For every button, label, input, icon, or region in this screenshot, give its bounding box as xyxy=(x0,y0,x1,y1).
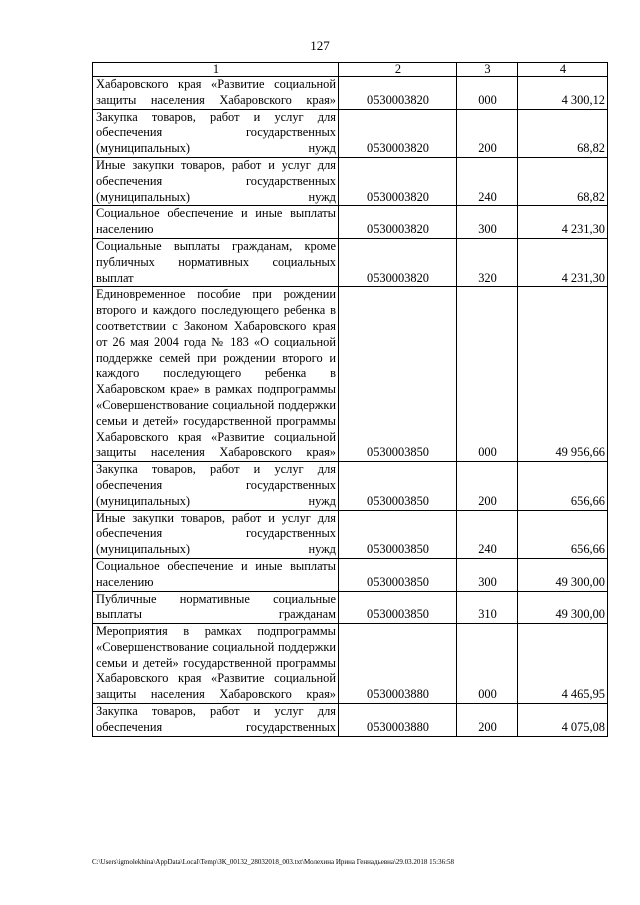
table-row xyxy=(93,77,608,110)
row-amount: 656,66 xyxy=(518,462,608,510)
row-expense-type: 200 xyxy=(457,704,518,737)
row-amount: 68,82 xyxy=(518,157,608,205)
table-row xyxy=(93,287,608,462)
row-description: Закупка товаров, работ и услуг для обеспечения государственных (муниципальных) нужд xyxy=(93,109,339,157)
row-description: Социальное обеспечение и иные выплаты населению xyxy=(93,558,339,591)
row-description: Мероприятия в рамках подпрограммы «Совершенствование социальной поддержки семьи и детей» государственной программы Хабаровского края «Развитие социальной защиты населения Хабаровского края» xyxy=(93,624,339,704)
row-target-code: 0530003880 xyxy=(339,704,457,737)
page-number: 127 xyxy=(310,38,330,53)
table-row xyxy=(93,558,608,591)
row-target-code: 0530003850 xyxy=(339,591,457,624)
row-expense-type: 300 xyxy=(457,206,518,239)
header-cell-1: 1 xyxy=(93,63,339,77)
budget-table xyxy=(92,62,608,737)
table-row xyxy=(93,157,608,205)
row-amount: 4 465,95 xyxy=(518,624,608,704)
row-expense-type: 300 xyxy=(457,558,518,591)
row-target-code: 0530003820 xyxy=(339,238,457,286)
row-description: Публичные нормативные социальные выплаты гражданам xyxy=(93,591,339,624)
row-description: Единовременное пособие при рождении второго и каждого последующего ребенка в соответствии с Законом Хабаровского края от 26 мая 2004 года № 183 «О социальной поддержке семей при рождении второго и каждого последующего ребенка в Хабаровском крае» в рамках подпрограммы «Совершенствование социальной поддержки семьи и детей» государственной программы Хабаровского края «Развитие социальной защиты населения Хабаровского края» xyxy=(93,287,339,462)
table-header-row xyxy=(93,63,608,77)
row-amount: 49 956,66 xyxy=(518,287,608,462)
table-row xyxy=(93,206,608,239)
row-description: Закупка товаров, работ и услуг для обеспечения государственных (муниципальных) нужд xyxy=(93,462,339,510)
row-description: Социальные выплаты гражданам, кроме публичных нормативных социальных выплат xyxy=(93,238,339,286)
table-row xyxy=(93,591,608,624)
header-cell-4: 4 xyxy=(518,63,608,77)
row-target-code: 0530003820 xyxy=(339,206,457,239)
row-target-code: 0530003880 xyxy=(339,624,457,704)
row-expense-type: 000 xyxy=(457,624,518,704)
row-target-code: 0530003850 xyxy=(339,287,457,462)
header-cell-2: 2 xyxy=(339,63,457,77)
row-amount: 4 300,12 xyxy=(518,77,608,110)
row-amount: 49 300,00 xyxy=(518,558,608,591)
row-amount: 68,82 xyxy=(518,109,608,157)
row-target-code: 0530003820 xyxy=(339,157,457,205)
table-row xyxy=(93,109,608,157)
row-expense-type: 200 xyxy=(457,109,518,157)
table-row xyxy=(93,462,608,510)
row-expense-type: 000 xyxy=(457,77,518,110)
header-cell-3: 3 xyxy=(457,63,518,77)
row-expense-type: 200 xyxy=(457,462,518,510)
row-description: Иные закупки товаров, работ и услуг для обеспечения государственных (муниципальных) нужд xyxy=(93,157,339,205)
row-expense-type: 320 xyxy=(457,238,518,286)
table-row xyxy=(93,510,608,558)
table-row xyxy=(93,624,608,704)
row-amount: 4 231,30 xyxy=(518,238,608,286)
row-target-code: 0530003850 xyxy=(339,558,457,591)
row-target-code: 0530003850 xyxy=(339,462,457,510)
table-row xyxy=(93,704,608,737)
row-expense-type: 240 xyxy=(457,510,518,558)
row-amount: 49 300,00 xyxy=(518,591,608,624)
row-description: Социальное обеспечение и иные выплаты населению xyxy=(93,206,339,239)
row-amount: 4 075,08 xyxy=(518,704,608,737)
row-expense-type: 240 xyxy=(457,157,518,205)
footer-file-path: C:\Users\igmolekhina\AppData\Local\Temp\ЗК_00132_28032018_003.txt\Молехина Ирина Геннадьевна\29.03.2018 15:36:58 xyxy=(92,858,455,866)
row-amount: 656,66 xyxy=(518,510,608,558)
table-row xyxy=(93,238,608,286)
row-description: Хабаровского края «Развитие социальной защиты населения Хабаровского края» xyxy=(93,77,339,110)
row-amount: 4 231,30 xyxy=(518,206,608,239)
row-target-code: 0530003850 xyxy=(339,510,457,558)
row-expense-type: 000 xyxy=(457,287,518,462)
row-description: Закупка товаров, работ и услуг для обеспечения государственных xyxy=(93,704,339,737)
row-target-code: 0530003820 xyxy=(339,77,457,110)
row-description: Иные закупки товаров, работ и услуг для обеспечения государственных (муниципальных) нужд xyxy=(93,510,339,558)
row-target-code: 0530003820 xyxy=(339,109,457,157)
row-expense-type: 310 xyxy=(457,591,518,624)
